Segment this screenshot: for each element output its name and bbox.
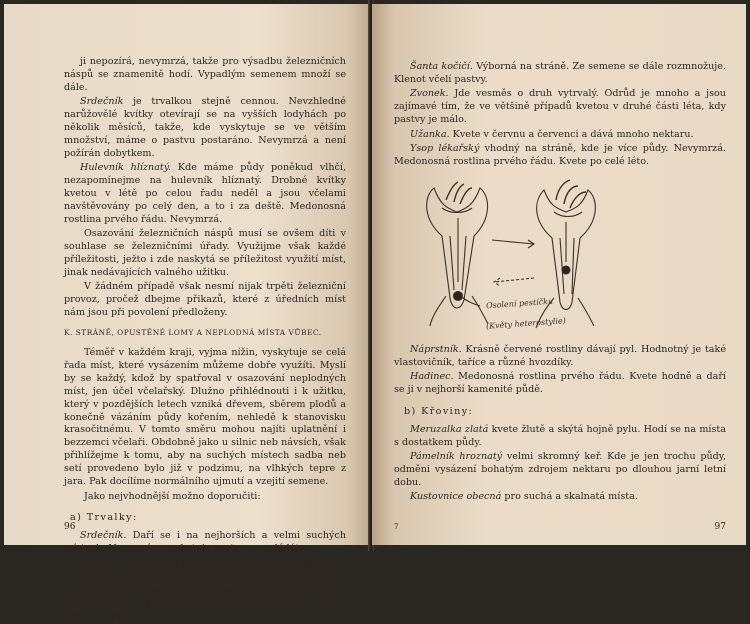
plant-name: Náprstník. <box>410 343 462 355</box>
left-ovary <box>454 291 463 300</box>
plant-name: Srdečník <box>80 96 124 108</box>
plant-name: Rozchodník. <box>80 584 140 596</box>
right-ovary <box>562 266 570 274</box>
plant-name: Užanka. <box>410 128 450 140</box>
heterostyly-illustration <box>394 178 724 334</box>
paragraph <box>394 143 726 169</box>
subheading-trvalky: a) Trvalky: <box>70 512 138 524</box>
paragraph <box>64 530 346 556</box>
paragraph-text: Daří se i na nejhorších a velmi suchých místech. Nezmrzá a poskytuje pastvu po celé léto. <box>64 530 346 555</box>
paragraph-text: Výborná na stráně. Ze semene se dále rozmnožuje. Klenot včelí pastvy. <box>394 61 726 85</box>
paragraph-text: ji nepozírá, nevymrzá, takže pro výsadbu železničních náspů se znamenitě hodí. Vypadlým semenem množí se dále. <box>64 56 346 93</box>
plant-name: Meruzalka zlatá <box>410 423 489 435</box>
paragraph <box>64 585 346 624</box>
left-block-1 <box>64 56 346 320</box>
paragraph-text: Hodí se i mezi skaliny. Snáší velké sucho. Květ je žlutý a poskytuje od května do července hojně nektaru i pylu. <box>64 584 346 622</box>
page-number-left: 96 <box>64 522 76 533</box>
paragraph-text: Medonosná rostlina prvého řádu. Kvete hodně a daří se ji v nejhorší kamenité půdě. <box>394 371 726 395</box>
paragraph-text: Téměř v každém kraji, vyjma nížin, vyskytuje se celá řada míst, které vysázením můžeme dobře využíti. Myslí by se každý, kdož by spatřoval v osazování neplodných míst, jen účel včelařský. Dlužno přihlédnouti i k užitku, který v pozdějších letech vzniká dřevem, sběrem plodů a konečně vázáním půdy kořením, nehledě k stanovisku krasočitnému. V tomto směru mohou najíti uplatnění i bezzemci včelaři. Obdobně jako u silnic neb návsích, však přihlížejme k tomu, aby na suchých místech sadba neb setí provedeno bylo již v podzimu, na vlhkých tepre z jara. Pak docílíme normálního ujmutí a vzejití semene. <box>64 347 346 488</box>
footer-mark: 7 <box>394 523 399 532</box>
paragraph-text: Jde vesměs o druh vytrvalý. Odrůd je mnoho a jsou zajímavé tím, že ve většině případů kvetou v druhé části léta, kdy pastvy je málo. <box>394 88 726 126</box>
section-heading: K. STRÁNĚ, OPUSTĚNÉ LOMY A NEPLODNÁ MÍSTA VŮBEC. <box>64 328 322 338</box>
paragraph-text: Krásně červené rostliny dávají pyl. Hodnotný je také vlastovičník, taříce a různé hvozdíky. <box>394 343 726 368</box>
right-block-2 <box>394 344 726 397</box>
paragraph-text: Osazování železničních náspů musí se ovšem díti v souhlase se železničními úřady. Využijme však každé příležitosti, ježto i zde naskytá se příležitost využití míst, jinak nedávajících valného užitku. <box>64 228 346 278</box>
paragraph <box>64 162 346 227</box>
plant-name: Srdečník. <box>80 530 127 542</box>
paragraph <box>64 96 346 161</box>
subheading-kroviny: b) Křoviny: <box>404 405 474 417</box>
left-page <box>4 4 370 622</box>
plant-name: Šanta kočičí. <box>410 61 473 72</box>
paragraph-text: V žádném případě však nesmí nijak trpěti železniční provoz, pročež dbejme přikazů, které z úředních míst nám jsou při povolení předloženy. <box>64 281 346 319</box>
paragraph-text: vhodný na stráně, kde je více půdy. Nevymrzá. Medonosná rostlina prvého řádu. Kvete po celé léto. <box>394 142 726 167</box>
paragraph <box>64 281 346 320</box>
paragraph <box>394 451 726 490</box>
left-block-2 <box>64 347 346 503</box>
paragraph <box>64 56 346 95</box>
left-flower-outline <box>427 188 488 308</box>
plant-name: Hadinec. <box>410 371 454 383</box>
paragraph <box>64 491 346 504</box>
paragraph <box>394 129 726 142</box>
paragraph-text: Kde máme půdy poněkud vlhčí, nezapomínejme na hulevník hlíznatý. Drobné kvítky kvetou v létě po celou řadu neděl a jsou včelami navštěvovány po celý den, a to i za deště. Medonosná rostlina prvého řádu. Nevymrzá. <box>64 162 347 225</box>
paragraph-text: Kvete v červnu a červenci a dává mnoho nektaru. <box>449 128 694 140</box>
plant-name: Pámelník hroznatý <box>410 451 503 463</box>
paragraph <box>64 228 346 280</box>
paragraph <box>394 491 726 504</box>
left-block-3 <box>64 530 346 623</box>
paragraph <box>394 61 726 87</box>
ovary-label: Osolení pestíčku <box>485 296 554 311</box>
paragraph-text: velmi skromný keř. Kde je jen trochu půdy, odměni vysázení bohatým zdrojem nektaru po dlouhou jarní letní dobu. <box>394 451 727 488</box>
paragraph-text: je trvalkou stejně cennou. Nevzhledné narůžovělé kvítky otevírají se na vyšších lodyhách po několik měsíců, takže, kde vyskytuje se ve větším množství, máme o pastvu postaráno. Nevymrzá a není požírán dobytkem. <box>64 96 346 159</box>
paragraph <box>394 88 726 127</box>
paragraph <box>394 424 726 450</box>
right-block-3 <box>394 424 726 504</box>
paragraph-text: pro suchá a skalnatá místa. <box>501 491 638 503</box>
plant-name: Třezalka. <box>80 557 126 569</box>
paragraph-text: Daří se na suchých místech. Květy jsou žluté a kvete v červenci a srpnu. <box>64 557 346 582</box>
plant-name: Hulevník hlíznatý. <box>80 162 171 174</box>
paragraph <box>394 344 726 370</box>
page-number-right: 97 <box>714 522 726 533</box>
flower-figure <box>394 178 726 334</box>
paragraph-text: kvete žlutě a skýtá hojně pylu. Hodí se na místa s dostatkem půdy. <box>394 423 727 448</box>
paragraph <box>64 347 346 489</box>
right-block-1 <box>394 61 726 169</box>
paragraph-text: Jako nejvhodnější možno doporučiti: <box>84 490 261 502</box>
figure-caption: (Květy heterostylie) <box>485 315 567 331</box>
plant-name: Kustovnice obecná <box>410 491 502 503</box>
paragraph <box>394 371 726 397</box>
plant-name: Ysop lékařský <box>410 142 480 154</box>
right-page <box>372 4 746 545</box>
paragraph <box>64 558 346 584</box>
plant-name: Zvonek. <box>410 88 449 100</box>
